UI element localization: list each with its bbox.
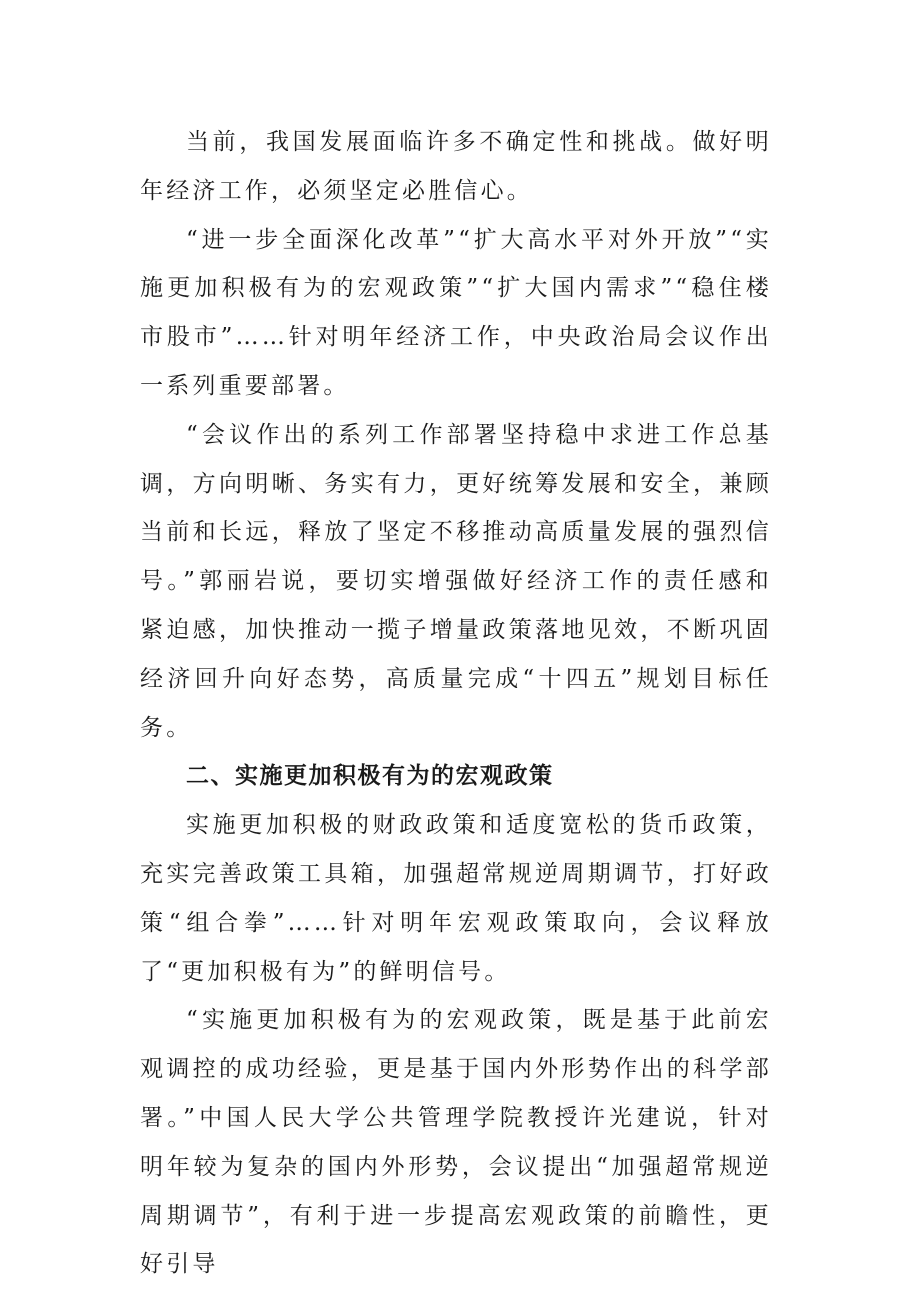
section-paragraph-1: 实施更加积极的财政政策和适度宽松的货币政策，充实完善政策工具箱，加强超常规逆周期调节，打好政策“组合拳”……针对明年宏观政策取向，会议释放了“更加积极有为”的鲜明信号。	[140, 812, 772, 985]
paragraph-2: “进一步全面深化改革”“扩大高水平对外开放”“实施更加积极有为的宏观政策”“扩大国内需求”“稳住楼市股市”……针对明年经济工作，中央政治局会议作出一系列重要部署。	[140, 226, 772, 399]
section-paragraph-2: “实施更加积极有为的宏观政策，既是基于此前宏观调控的成功经验，更是基于国内外形势作出的科学部署。”中国人民大学公共管理学院教授许光建说，针对明年较为复杂的国内外形势，会议提出“加强超常规逆周期调节”，有利于进一步提高宏观政策的前瞻性，更好引导	[140, 1007, 772, 1278]
paragraph-3: “会议作出的系列工作部署坚持稳中求进工作总基调，方向明晰、务实有力，更好统筹发展和安全，兼顾当前和长远，释放了坚定不移推动高质量发展的强烈信号。”郭丽岩说，要切实增强做好经济工作的责任感和紧迫感，加快推动一揽子增量政策落地见效，不断巩固经济回升向好态势，高质量完成“十四五”规划目标任务。	[140, 421, 772, 741]
paragraph-1: 当前，我国发展面临许多不确定性和挑战。做好明年经济工作，必须坚定必胜信心。	[140, 129, 772, 204]
document-body	[140, 118, 772, 1289]
section-heading: 二、实施更加积极有为的宏观政策	[186, 763, 554, 790]
